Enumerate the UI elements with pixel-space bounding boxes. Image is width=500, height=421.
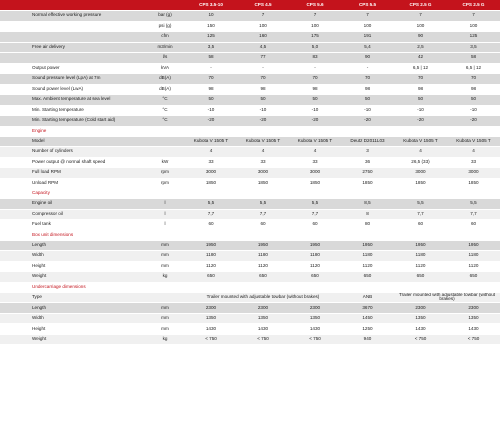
row-value: 5,0 (289, 42, 341, 53)
row-value: 70 (341, 74, 394, 85)
row-value: 1350 (185, 313, 237, 324)
row-value: 58 (185, 53, 237, 64)
row-value: Kubota V 1505 T (394, 136, 447, 147)
row-value: 650 (394, 272, 447, 283)
row-value: 1850 (289, 178, 341, 189)
row-unit: kg (145, 272, 185, 283)
row-value: -10 (185, 105, 237, 116)
row-label: Power output @ normal shaft speed (0, 157, 145, 168)
row-label: Model (0, 136, 145, 147)
row-value: 7 (237, 11, 289, 22)
row-label: Min. Starting temperature (0, 105, 145, 116)
row-value: 1950 (185, 240, 237, 251)
row-value: 60 (185, 220, 237, 231)
row-unit: bar (g) (145, 11, 185, 22)
row-value: 7,7 (237, 209, 289, 220)
row-value: 1120 (289, 261, 341, 272)
row-label: Unload RPM (0, 178, 145, 189)
row-value: -10 (341, 105, 394, 116)
row-value: 3,5 (185, 42, 237, 53)
row-label: Fuel tank (0, 220, 145, 231)
row-value: 1950 (237, 240, 289, 251)
row-value: 98 (289, 84, 341, 95)
row-label: Normal effective working pressure (0, 11, 145, 22)
row-value: < 750 (394, 334, 447, 345)
row-unit: psi (g) (145, 21, 185, 32)
row-value: 1430 (289, 324, 341, 335)
row-value: Kubota V 1505 T (185, 136, 237, 147)
row-value: 100 (341, 21, 394, 32)
row-value: 1950 (447, 240, 500, 251)
row-value: 98 (447, 84, 500, 95)
row-unit: m3/min (145, 42, 185, 53)
row-label: Max. Ambient temperature at sea level (0, 95, 145, 106)
row-label: Weight (0, 334, 145, 345)
row-unit: mm (145, 240, 185, 251)
model-header: CPS 5.6 (289, 0, 341, 11)
row-label: Length (0, 240, 145, 251)
row-value: -20 (237, 116, 289, 127)
section-title-row (0, 189, 500, 199)
row-value: 2300 (394, 303, 447, 314)
row-value: 90 (341, 53, 394, 64)
row-value: < 750 (237, 334, 289, 345)
row-value: 2300 (289, 303, 341, 314)
table-row (0, 334, 500, 345)
row-value: 33 (447, 157, 500, 168)
row-value: 1350 (447, 313, 500, 324)
table-row (0, 84, 500, 95)
table-row (0, 272, 500, 283)
table-row (0, 240, 500, 251)
row-unit: °C (145, 95, 185, 106)
row-value: 1180 (394, 251, 447, 262)
table-row (0, 209, 500, 220)
row-unit: mm (145, 261, 185, 272)
row-label: Height (0, 324, 145, 335)
table-row (0, 105, 500, 116)
row-value: 26,5 (33) (394, 157, 447, 168)
row-value: 42 (394, 53, 447, 64)
row-value: 1120 (447, 261, 500, 272)
row-unit (145, 292, 185, 303)
row-value: 83 (289, 53, 341, 64)
table-row (0, 116, 500, 127)
table-row (0, 251, 500, 262)
row-value: 650 (237, 272, 289, 283)
row-value: 4 (237, 147, 289, 158)
row-unit: l/s (145, 53, 185, 64)
row-value: 4 (447, 147, 500, 158)
row-label: Width (0, 313, 145, 324)
row-value: -20 (185, 116, 237, 127)
row-value: 7 (341, 11, 394, 22)
section-title: Box unit dimensions (0, 230, 500, 240)
row-value: 70 (289, 74, 341, 85)
table-row (0, 292, 500, 303)
row-value: 5,5 (289, 199, 341, 210)
row-label: Number of cylinders (0, 147, 145, 158)
row-label (0, 21, 145, 32)
row-value: 1180 (185, 251, 237, 262)
row-value: 1430 (237, 324, 289, 335)
row-value: Kubota V 1505 T (289, 136, 341, 147)
row-value: 98 (185, 84, 237, 95)
row-value: -10 (289, 105, 341, 116)
row-unit: mm (145, 251, 185, 262)
type-value: ANB (341, 292, 394, 303)
row-value: 2300 (185, 303, 237, 314)
row-value: 1350 (237, 313, 289, 324)
row-value: 7 (447, 11, 500, 22)
row-value: 3000 (289, 168, 341, 179)
row-value: 50 (237, 95, 289, 106)
row-value: 3670 (341, 303, 394, 314)
row-value: 60 (394, 220, 447, 231)
row-value: 50 (394, 95, 447, 106)
row-value: < 750 (185, 334, 237, 345)
row-value: - (185, 63, 237, 74)
row-unit: l (145, 209, 185, 220)
row-value: 33 (185, 157, 237, 168)
row-value: 3,5 (447, 42, 500, 53)
row-label: Sound power level (LwA) (0, 84, 145, 95)
row-value: 36 (341, 157, 394, 168)
row-value: 7,7 (447, 209, 500, 220)
row-value: 125 (185, 32, 237, 43)
row-value: 125 (447, 32, 500, 43)
row-value: 100 (289, 21, 341, 32)
row-value: 90 (394, 32, 447, 43)
row-label (0, 32, 145, 43)
row-value: 77 (237, 53, 289, 64)
row-value: 1350 (394, 313, 447, 324)
header-unit-blank (145, 0, 185, 11)
row-value: 5,5 (185, 199, 237, 210)
row-value: -10 (447, 105, 500, 116)
table-row (0, 313, 500, 324)
row-label: Compressor oil (0, 209, 145, 220)
row-value: 50 (185, 95, 237, 106)
row-value: -20 (289, 116, 341, 127)
row-value: 1850 (394, 178, 447, 189)
table-row (0, 53, 500, 64)
model-header: CPS 3.5-10 (185, 0, 237, 11)
row-value: 1180 (289, 251, 341, 262)
row-value: 1850 (447, 178, 500, 189)
row-value: 70 (447, 74, 500, 85)
row-unit: rpm (145, 178, 185, 189)
model-header: CPS 4.5 (237, 0, 289, 11)
row-value: 150 (185, 21, 237, 32)
table-row (0, 95, 500, 106)
row-label: Free air delivery (0, 42, 145, 53)
row-value: 100 (447, 21, 500, 32)
row-value: 98 (394, 84, 447, 95)
row-unit: °C (145, 116, 185, 127)
row-unit: kVA (145, 63, 185, 74)
row-value: 8 (341, 209, 394, 220)
row-value: 60 (447, 220, 500, 231)
row-value: 100 (237, 21, 289, 32)
row-value: 5,5 (394, 199, 447, 210)
row-value: 10 (185, 11, 237, 22)
table-row (0, 178, 500, 189)
section-title-row (0, 230, 500, 240)
row-value: -10 (237, 105, 289, 116)
table-row (0, 220, 500, 231)
row-unit: dB(A) (145, 74, 185, 85)
row-value: 70 (237, 74, 289, 85)
row-label: Width (0, 251, 145, 262)
row-value: 33 (237, 157, 289, 168)
type-value: Trailer mounted with adjustable towbar (without brakes) (394, 292, 500, 303)
row-value: 8,5 (341, 199, 394, 210)
row-label: Weight (0, 272, 145, 283)
row-value: 1180 (447, 251, 500, 262)
row-value: 4,5 (237, 42, 289, 53)
row-value: 80 (341, 220, 394, 231)
row-value: 650 (289, 272, 341, 283)
row-value: 1950 (394, 240, 447, 251)
row-unit: kg (145, 334, 185, 345)
row-value: 2750 (341, 168, 394, 179)
type-value: Trailer mounted with adjustable towbar (without brakes) (185, 292, 341, 303)
row-value: -20 (394, 116, 447, 127)
row-value: 7 (289, 11, 341, 22)
row-value: -20 (447, 116, 500, 127)
row-value: 1120 (394, 261, 447, 272)
row-value: 2300 (447, 303, 500, 314)
row-value: 6,5 | 12 (394, 63, 447, 74)
row-unit: kW (145, 157, 185, 168)
row-value: Kubota V 1505 T (237, 136, 289, 147)
table-row (0, 168, 500, 179)
row-value: -20 (341, 116, 394, 127)
row-value: 4 (185, 147, 237, 158)
table-row (0, 261, 500, 272)
row-value: 3000 (447, 168, 500, 179)
row-value: 175 (289, 32, 341, 43)
row-value: 650 (341, 272, 394, 283)
section-title-row (0, 126, 500, 136)
row-value: 1950 (341, 240, 394, 251)
section-title: Undercarriage dimensions (0, 282, 500, 292)
row-value: 4 (394, 147, 447, 158)
row-label: Output power (0, 63, 145, 74)
row-label: Length (0, 303, 145, 314)
row-value: 1120 (237, 261, 289, 272)
row-value: 98 (341, 84, 394, 95)
row-label: Type (0, 292, 145, 303)
row-value: - (341, 63, 394, 74)
row-value: 4 (289, 147, 341, 158)
row-value: 33 (289, 157, 341, 168)
row-value: 7,7 (394, 209, 447, 220)
row-value: 1850 (341, 178, 394, 189)
row-value: 3000 (185, 168, 237, 179)
row-value: - (289, 63, 341, 74)
row-value: 1350 (289, 313, 341, 324)
table-row (0, 199, 500, 210)
row-unit: l (145, 220, 185, 231)
row-value: 5,4 (341, 42, 394, 53)
row-value: 650 (185, 272, 237, 283)
row-label: Full load RPM (0, 168, 145, 179)
row-unit: dB(A) (145, 84, 185, 95)
row-value: 1120 (341, 261, 394, 272)
row-value: - (237, 63, 289, 74)
table-row (0, 136, 500, 147)
row-value: 3 (341, 147, 394, 158)
row-value: 50 (447, 95, 500, 106)
row-unit: mm (145, 303, 185, 314)
row-value: 50 (341, 95, 394, 106)
row-value: 1430 (447, 324, 500, 335)
header-blank (0, 0, 145, 11)
row-value: Kubota V 1505 T (447, 136, 500, 147)
row-label: Sound pressure level (LpA) at 7m (0, 74, 145, 85)
row-value: -10 (394, 105, 447, 116)
row-value: Deutz D2011L03 (341, 136, 394, 147)
row-value: 5,5 (447, 199, 500, 210)
section-title: Capacity (0, 189, 500, 199)
row-value: 191 (341, 32, 394, 43)
row-value: 60 (289, 220, 341, 231)
row-label: Min. Starting temperature (Cold start aid) (0, 116, 145, 127)
row-value: 5,5 (237, 199, 289, 210)
row-label (0, 53, 145, 64)
row-value: 70 (394, 74, 447, 85)
header-row (0, 0, 500, 11)
table-row (0, 147, 500, 158)
row-value: 1850 (185, 178, 237, 189)
row-value: 1180 (237, 251, 289, 262)
row-value: 1850 (237, 178, 289, 189)
row-value: 1450 (341, 313, 394, 324)
table-row (0, 11, 500, 22)
table-row (0, 21, 500, 32)
model-header: CPS 2.5 G (447, 0, 500, 11)
row-unit: °C (145, 105, 185, 116)
row-unit: mm (145, 324, 185, 335)
row-value: 3000 (394, 168, 447, 179)
row-unit: mm (145, 313, 185, 324)
row-value: 6,5 | 12 (447, 63, 500, 74)
row-value: 7,7 (289, 209, 341, 220)
section-title: Engine (0, 126, 500, 136)
table-row (0, 63, 500, 74)
table-row (0, 32, 500, 43)
table-row (0, 42, 500, 53)
section-title-row (0, 282, 500, 292)
row-unit (145, 147, 185, 158)
row-label: Engine oil (0, 199, 145, 210)
row-value: 58 (447, 53, 500, 64)
row-value: 2,5 (394, 42, 447, 53)
row-value: 98 (237, 84, 289, 95)
row-value: 1430 (394, 324, 447, 335)
row-value: 100 (394, 21, 447, 32)
row-unit (145, 136, 185, 147)
row-value: 1120 (185, 261, 237, 272)
row-value: 940 (341, 334, 394, 345)
row-unit: cfm (145, 32, 185, 43)
model-header: CPS 5.5 (341, 0, 394, 11)
row-value: 7 (394, 11, 447, 22)
row-unit: rpm (145, 168, 185, 179)
row-value: 1950 (289, 240, 341, 251)
row-value: 650 (447, 272, 500, 283)
row-value: < 750 (447, 334, 500, 345)
row-value: 7,7 (185, 209, 237, 220)
row-value: 1430 (185, 324, 237, 335)
table-row (0, 74, 500, 85)
row-value: 3000 (237, 168, 289, 179)
model-header: CPS 2.5 G (394, 0, 447, 11)
row-value: < 750 (289, 334, 341, 345)
row-value: 1180 (341, 251, 394, 262)
row-value: 50 (289, 95, 341, 106)
row-value: 1250 (341, 324, 394, 335)
row-unit: l (145, 199, 185, 210)
table-row (0, 324, 500, 335)
row-value: 2300 (237, 303, 289, 314)
table-row (0, 157, 500, 168)
row-label: Height (0, 261, 145, 272)
row-value: 160 (237, 32, 289, 43)
row-value: 60 (237, 220, 289, 231)
row-value: 70 (185, 74, 237, 85)
table-row (0, 303, 500, 314)
